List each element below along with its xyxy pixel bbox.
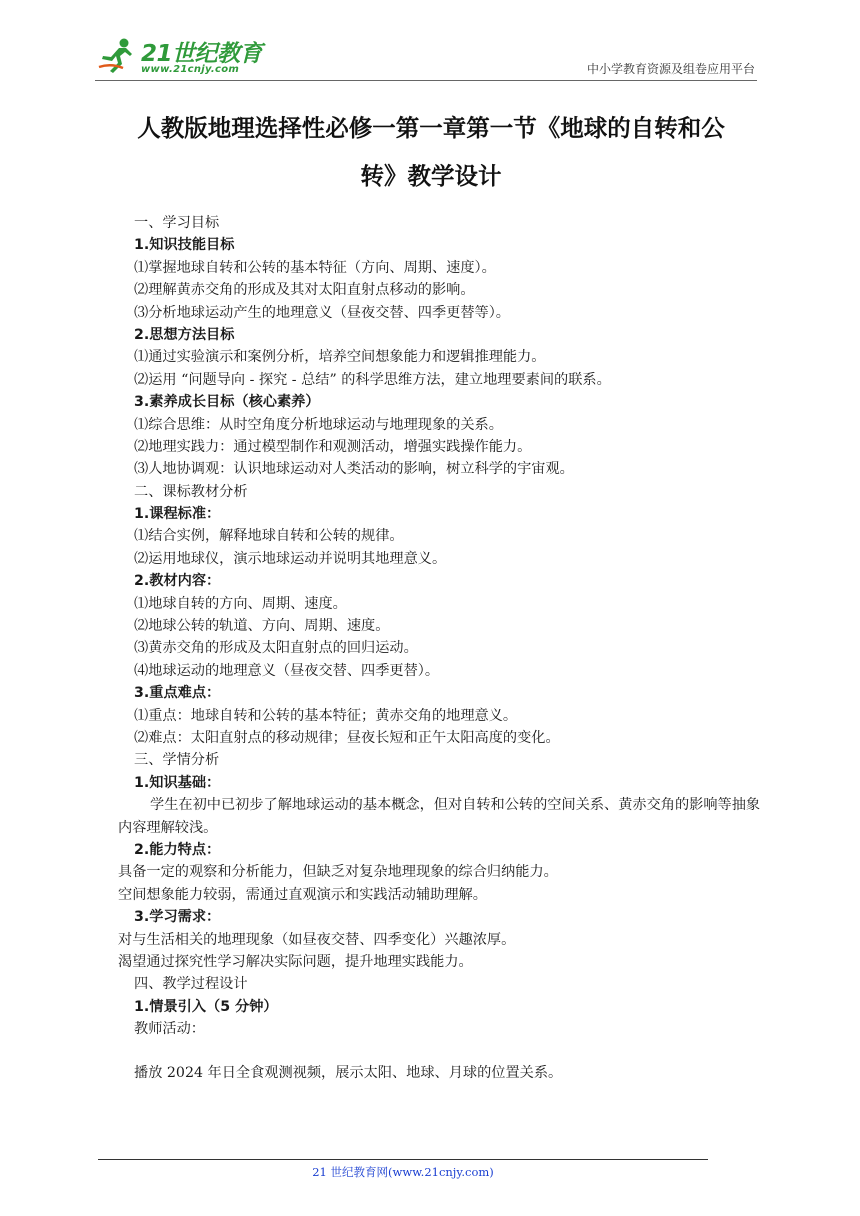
paragraph: 渴望通过探究性学习解决实际问题，提升地理实践能力。: [118, 953, 473, 970]
paragraph: 具备一定的观察和分析能力，但缺乏对复杂地理现象的综合归纳能力。: [118, 864, 558, 881]
paragraph: 播放 2024 年日全食观测视频，展示太阳、地球、月球的位置关系。: [134, 1065, 563, 1082]
paragraph: [118, 794, 766, 839]
page-header: [95, 33, 757, 81]
subsection-heading: 2.思想方法目标: [134, 326, 235, 343]
header-divider: [95, 80, 757, 81]
list-item: ⑵理解黄赤交角的形成及其对太阳直射点移动的影响。: [134, 282, 475, 299]
document-body: [118, 212, 774, 1085]
paragraph-text: 学生在初中已初步了解地球运动的基本概念，但对自转和公转的空间关系、黄赤交角的影响等抽象内容理解较浅。: [118, 797, 761, 836]
list-item: ⑴掌握地球自转和公转的基本特征（方向、周期、速度）。: [134, 259, 496, 276]
section-heading: 三、学情分析: [134, 752, 220, 769]
list-item: ⑵地球公转的轨道、方向、周期、速度。: [134, 618, 390, 635]
list-item: ⑵运用 “问题导向 - 探究 - 总结” 的科学思维方法，建立地理要素间的联系。: [134, 371, 611, 388]
list-item: ⑵运用地球仪，演示地球运动并说明其地理意义。: [134, 550, 447, 567]
section-heading: 四、教学过程设计: [134, 976, 248, 993]
runner-logo-icon: [97, 37, 135, 75]
subsection-heading: 3.学习需求：: [134, 909, 221, 926]
blank-line: [134, 1040, 774, 1062]
list-item: ⑴综合思维：从时空角度分析地球运动与地理现象的关系。: [134, 416, 503, 433]
logo-text: 21世纪教育: [141, 41, 263, 67]
paragraph: 空间想象能力较弱，需通过直观演示和实践活动辅助理解。: [118, 886, 487, 903]
subsection-heading: 2.教材内容：: [134, 573, 221, 590]
subsection-heading: 1.课程标准：: [134, 506, 221, 523]
footer-divider: [98, 1159, 708, 1160]
list-item: ⑵地理实践力：通过模型制作和观测活动，增强实践操作能力。: [134, 438, 532, 455]
list-item: ⑴地球自转的方向、周期、速度。: [134, 595, 347, 612]
list-item: ⑴结合实例，解释地球自转和公转的规律。: [134, 528, 404, 545]
subsection-heading: 1.知识技能目标: [134, 237, 235, 254]
section-heading: 一、学习目标: [134, 215, 220, 231]
list-item: ⑷地球运动的地理意义（昼夜交替、四季更替）。: [134, 662, 440, 679]
list-item: ⑶分析地球运动产生的地理意义（昼夜交替、四季更替等）。: [134, 304, 510, 321]
list-item: ⑴重点：地球自转和公转的基本特征；黄赤交角的地理意义。: [134, 707, 518, 724]
title-line-1: 人教版地理选择性必修一第一章第一节《地球的自转和公: [137, 114, 725, 142]
list-item: ⑴通过实验演示和案例分析，培养空间想象能力和逻辑推理能力。: [134, 349, 546, 366]
list-item: ⑶黄赤交角的形成及太阳直射点的回归运动。: [134, 640, 418, 657]
list-item: ⑵难点：太阳直射点的移动规律；昼夜长短和正午太阳高度的变化。: [134, 729, 560, 746]
section-heading: 二、课标教材分析: [134, 483, 248, 500]
subsection-heading: 1.知识基础：: [134, 774, 221, 791]
paragraph: 对与生活相关的地理现象（如昼夜交替、四季变化）兴趣浓厚。: [118, 931, 516, 948]
document-title: [100, 104, 762, 200]
subsection-heading: 3.重点难点：: [134, 685, 221, 702]
subsection-heading: 2.能力特点：: [134, 841, 221, 858]
paragraph: 教师活动：: [134, 1021, 205, 1038]
subsection-heading: 1.情景引入（5 分钟）: [134, 998, 278, 1015]
title-line-2: 转》教学设计: [360, 162, 502, 190]
list-item: ⑶人地协调观：认识地球运动对人类活动的影响，树立科学的宇宙观。: [134, 461, 574, 478]
footer-link[interactable]: 21 世纪教育网(www.21cnjy.com): [312, 1165, 494, 1179]
site-logo: [95, 33, 265, 79]
subsection-heading: 3.素养成长目标（核心素养）: [134, 394, 320, 411]
header-platform-name: 中小学教育资源及组卷应用平台: [586, 62, 755, 76]
logo-url: www.21cnjy.com: [141, 64, 240, 75]
